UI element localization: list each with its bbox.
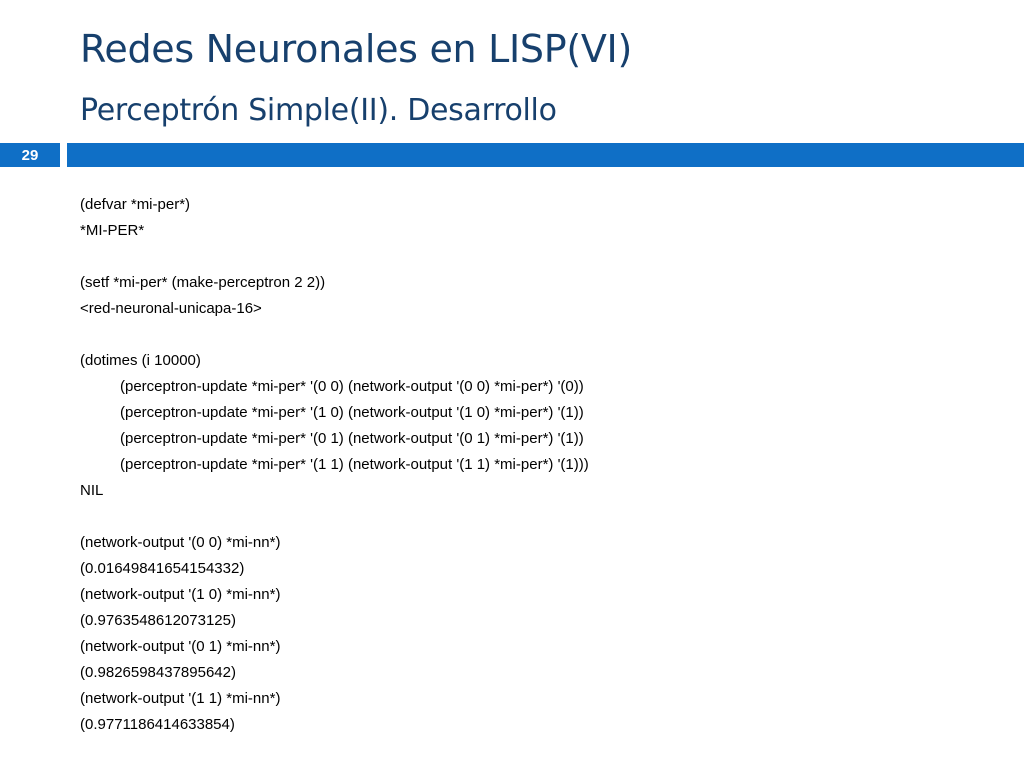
code-line: <red-neuronal-unicapa-16> (80, 300, 262, 317)
code-line: (dotimes (i 10000) (80, 352, 201, 369)
code-line: (network-output '(1 1) *mi-nn*) (80, 690, 281, 707)
code-line: (setf *mi-per* (make-perceptron 2 2)) (80, 274, 326, 291)
blank-line (80, 322, 1000, 348)
code-line: (defvar *mi-per*) (80, 196, 191, 213)
code-block (80, 192, 1000, 738)
code-line: (network-output '(0 1) *mi-nn*) (80, 638, 281, 655)
code-line: (perceptron-update *mi-per* '(1 1) (network-output '(1 1) *mi-per*) '(1))) (120, 456, 589, 473)
header-accent-bar (67, 143, 1024, 167)
slide-number: 29 (0, 143, 60, 167)
code-line: *MI-PER* (80, 222, 145, 239)
code-line: (0.9763548612073125) (80, 612, 236, 629)
code-line: (network-output '(0 0) *mi-nn*) (80, 534, 281, 551)
code-line: (network-output '(1 0) *mi-nn*) (80, 586, 281, 603)
code-line: (perceptron-update *mi-per* '(0 0) (network-output '(0 0) *mi-per*) '(0)) (120, 378, 584, 395)
code-line: (0.9826598437895642) (80, 664, 236, 681)
code-line: (perceptron-update *mi-per* '(0 1) (network-output '(0 1) *mi-per*) '(1)) (120, 430, 584, 447)
code-line: (0.9771186414633854) (80, 716, 235, 733)
blank-line (80, 504, 1000, 530)
blank-line (80, 244, 1000, 270)
slide-subtitle: Perceptrón Simple(II). Desarrollo (80, 93, 557, 128)
code-line: NIL (80, 482, 104, 499)
slide-title: Redes Neuronales en LISP(VI) (80, 27, 632, 71)
code-line: (perceptron-update *mi-per* '(1 0) (network-output '(1 0) *mi-per*) '(1)) (120, 404, 584, 421)
code-line: (0.01649841654154332) (80, 560, 245, 577)
